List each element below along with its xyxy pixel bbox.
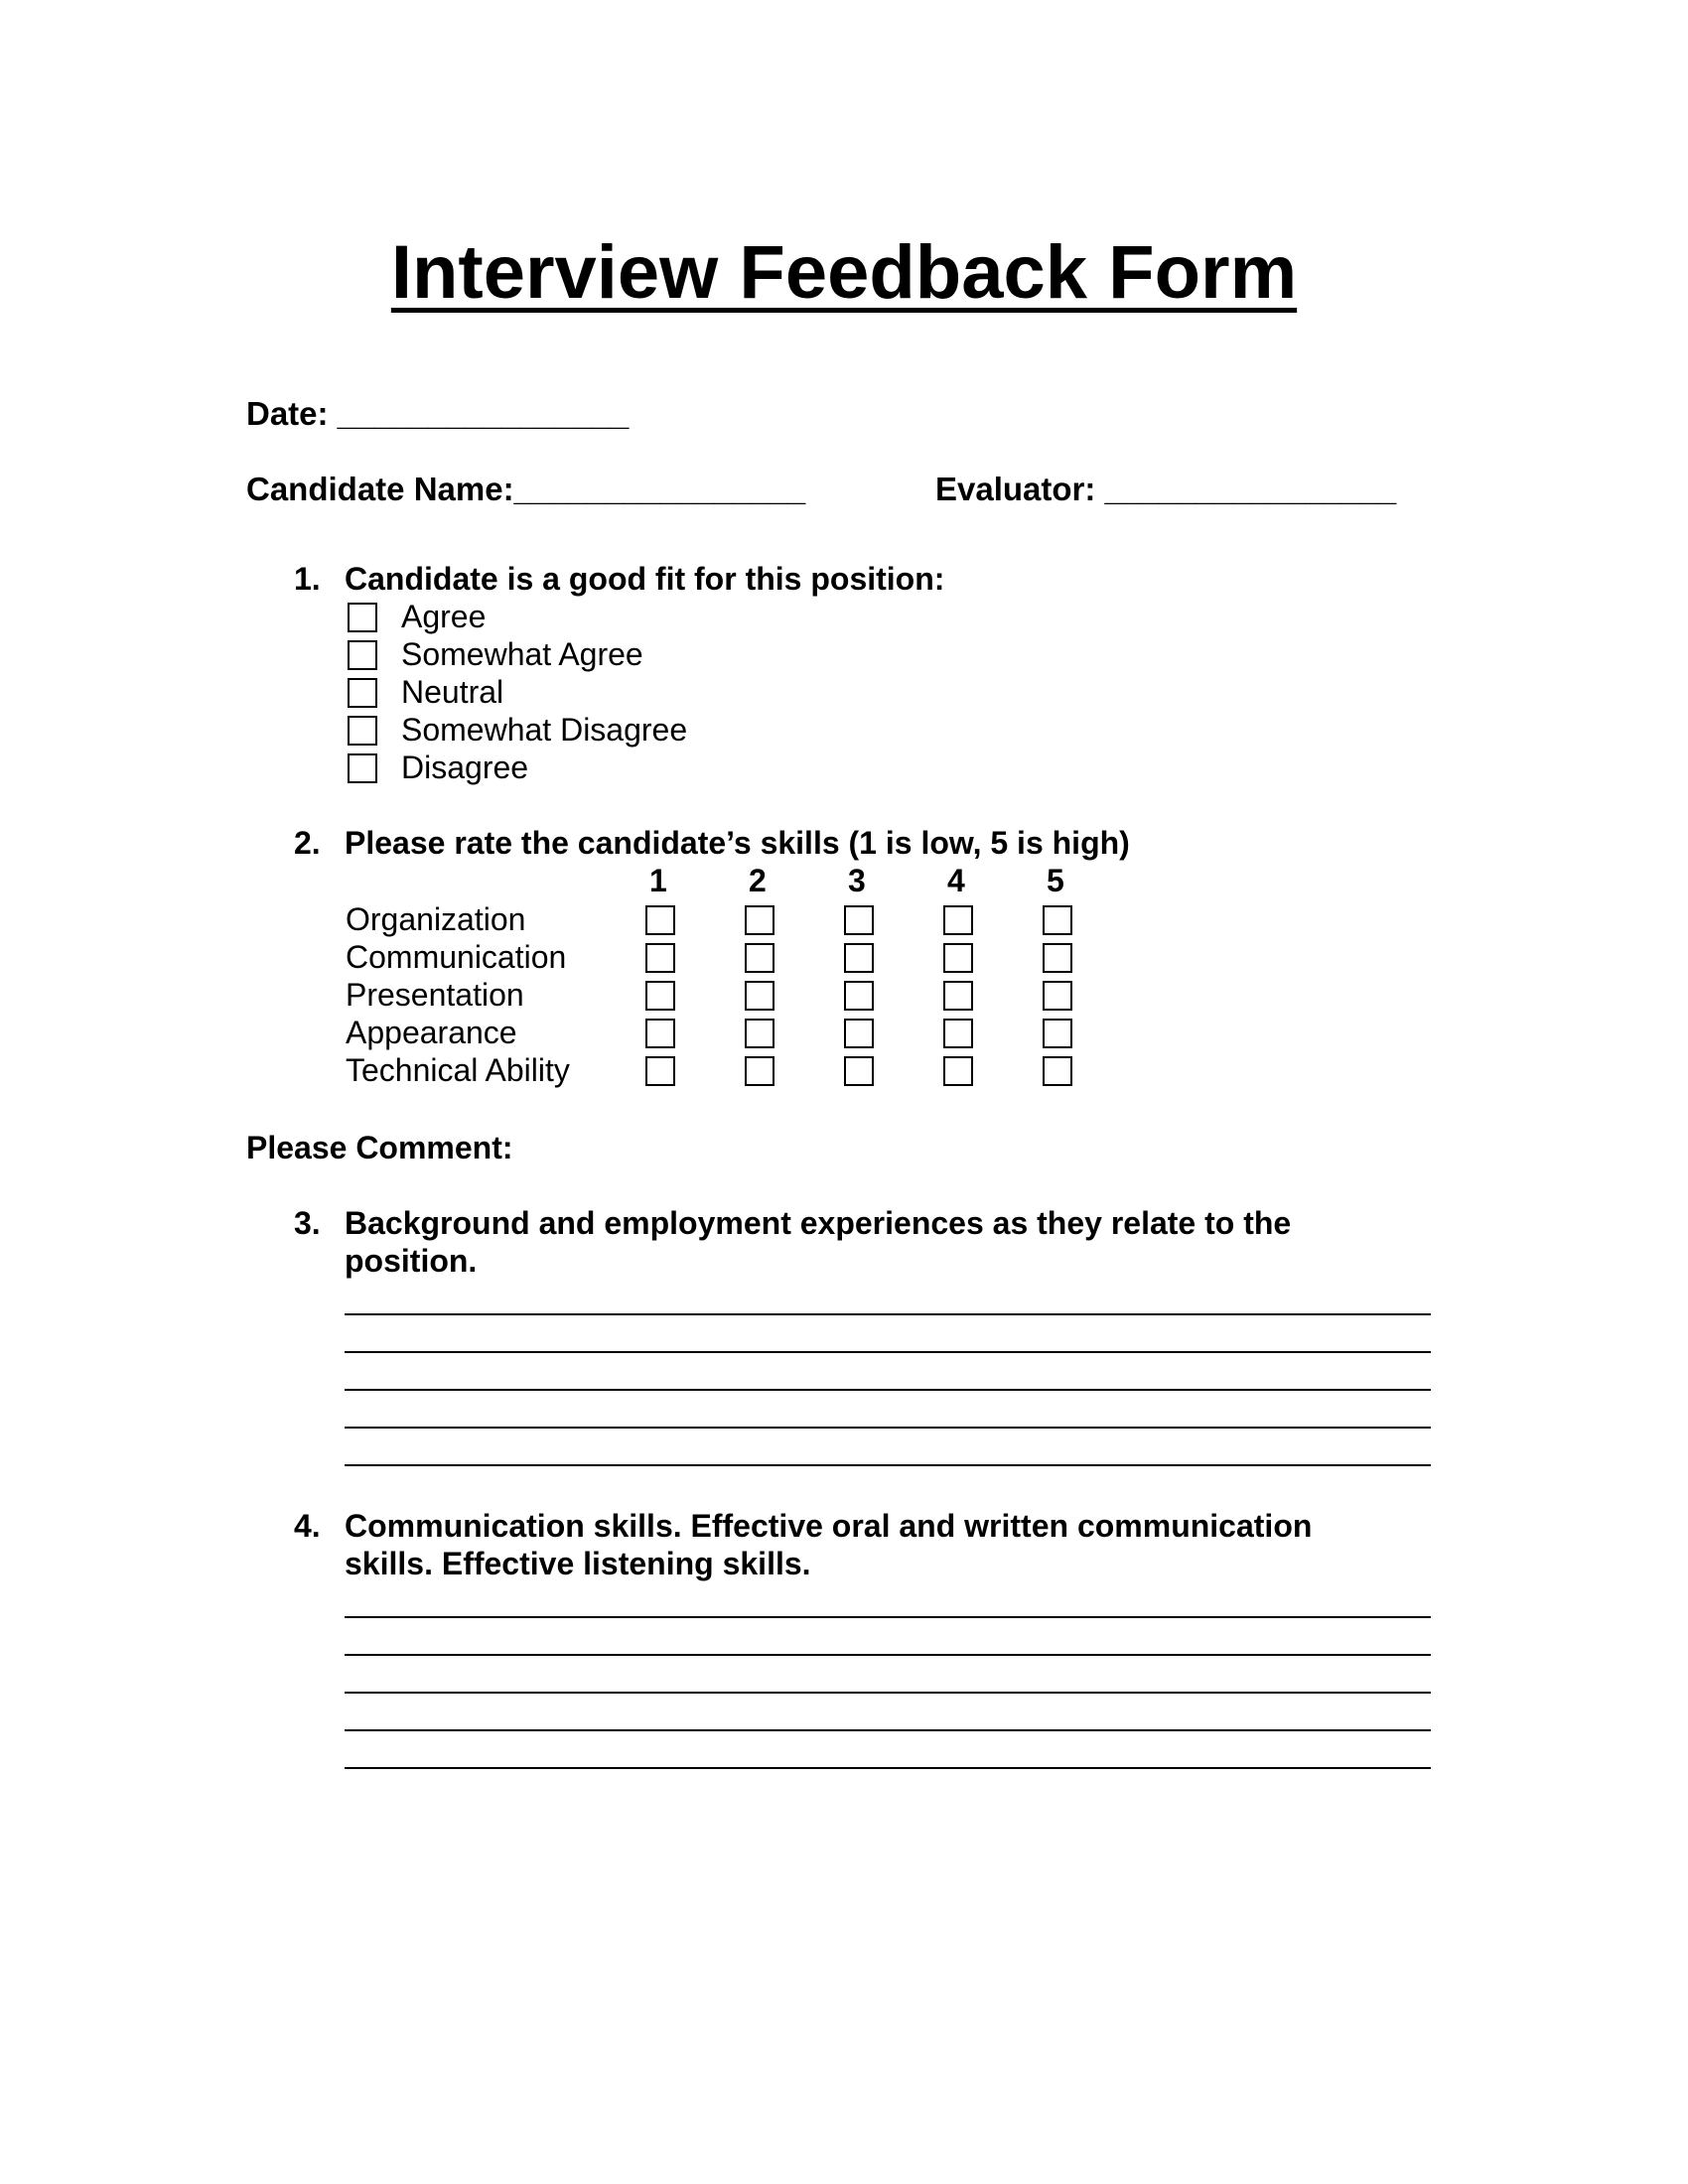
rating-checkbox[interactable] — [745, 1019, 774, 1048]
rating-checkbox[interactable] — [745, 905, 774, 935]
comment-heading: Please Comment: — [246, 1130, 513, 1165]
q1-checkbox-neutral[interactable] — [348, 678, 377, 708]
q3-question-line2: position. — [345, 1243, 478, 1279]
rating-checkbox[interactable] — [844, 1019, 874, 1048]
q1-checkbox-somewhat-agree[interactable] — [348, 640, 377, 670]
q2-number: 2. — [294, 825, 321, 861]
q1-checkbox-disagree[interactable] — [348, 753, 377, 783]
q1-option-label: Somewhat Agree — [401, 636, 643, 672]
rating-checkbox[interactable] — [844, 943, 874, 973]
q1-option-label: Neutral — [401, 674, 504, 710]
rating-checkbox[interactable] — [1043, 981, 1072, 1011]
skill-label: Organization — [346, 901, 526, 937]
answer-line[interactable] — [345, 1464, 1431, 1466]
rating-checkbox[interactable] — [645, 943, 675, 973]
scale-label-3: 3 — [848, 863, 866, 898]
q1-option-label: Agree — [401, 599, 487, 634]
rating-checkbox[interactable] — [943, 1056, 973, 1086]
date-field[interactable]: Date: ________________ — [246, 395, 630, 432]
q3-question-line1: Background and employment experiences as they relate to the — [345, 1205, 1292, 1241]
skill-label: Communication — [346, 939, 567, 975]
q4-question-line2: skills. Effective listening skills. — [345, 1546, 811, 1581]
scale-label-5: 5 — [1047, 863, 1064, 898]
rating-checkbox[interactable] — [645, 1019, 675, 1048]
rating-checkbox[interactable] — [745, 1056, 774, 1086]
rating-checkbox[interactable] — [1043, 1019, 1072, 1048]
rating-checkbox[interactable] — [943, 905, 973, 935]
rating-checkbox[interactable] — [645, 981, 675, 1011]
q4-number: 4. — [294, 1508, 321, 1544]
rating-checkbox[interactable] — [745, 943, 774, 973]
q1-option-label: Somewhat Disagree — [401, 712, 688, 748]
rating-checkbox[interactable] — [943, 1019, 973, 1048]
scale-label-1: 1 — [649, 863, 667, 898]
scale-label-4: 4 — [947, 863, 965, 898]
q1-number: 1. — [294, 561, 321, 597]
answer-line[interactable] — [345, 1313, 1431, 1315]
rating-checkbox[interactable] — [844, 981, 874, 1011]
answer-line[interactable] — [345, 1767, 1431, 1769]
rating-checkbox[interactable] — [1043, 905, 1072, 935]
skill-label: Appearance — [346, 1015, 517, 1050]
rating-checkbox[interactable] — [943, 943, 973, 973]
answer-line[interactable] — [345, 1351, 1431, 1353]
page-title: Interview Feedback Form — [390, 230, 1298, 315]
answer-line[interactable] — [345, 1692, 1431, 1694]
rating-checkbox[interactable] — [943, 981, 973, 1011]
q4-question-line1: Communication skills. Effective oral and written communication — [345, 1508, 1313, 1544]
candidate-name-field[interactable]: Candidate Name:________________ — [246, 471, 806, 507]
answer-line[interactable] — [345, 1654, 1431, 1656]
answer-line[interactable] — [345, 1427, 1431, 1429]
rating-checkbox[interactable] — [844, 905, 874, 935]
q1-question: Candidate is a good fit for this position: — [345, 561, 945, 597]
rating-checkbox[interactable] — [745, 981, 774, 1011]
skill-label: Technical Ability — [346, 1052, 570, 1088]
rating-checkbox[interactable] — [844, 1056, 874, 1086]
q1-option-label: Disagree — [401, 750, 529, 785]
rating-checkbox[interactable] — [1043, 1056, 1072, 1086]
q1-checkbox-somewhat-disagree[interactable] — [348, 716, 377, 746]
q1-checkbox-agree[interactable] — [348, 603, 377, 632]
answer-line[interactable] — [345, 1389, 1431, 1391]
answer-line[interactable] — [345, 1729, 1431, 1731]
rating-checkbox[interactable] — [1043, 943, 1072, 973]
rating-checkbox[interactable] — [645, 905, 675, 935]
scale-label-2: 2 — [749, 863, 767, 898]
skill-label: Presentation — [346, 977, 524, 1013]
evaluator-field[interactable]: Evaluator: ________________ — [935, 471, 1397, 507]
q2-question: Please rate the candidate’s skills (1 is low, 5 is high) — [345, 825, 1130, 861]
answer-line[interactable] — [345, 1616, 1431, 1618]
rating-checkbox[interactable] — [645, 1056, 675, 1086]
q3-number: 3. — [294, 1205, 321, 1241]
